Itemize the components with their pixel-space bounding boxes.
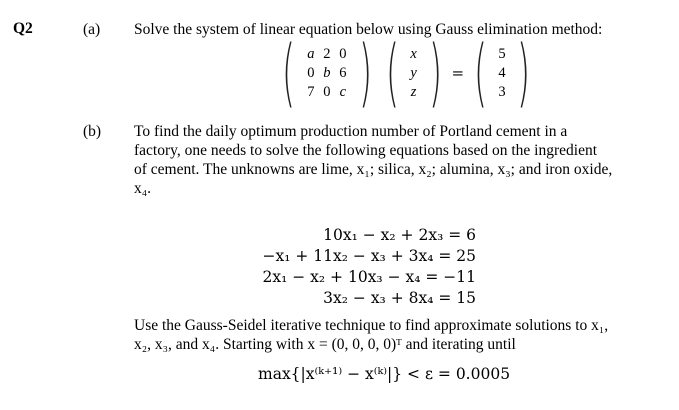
- matrix-cell: b: [323, 64, 331, 81]
- matrix-cell: a: [307, 45, 315, 62]
- method-line: Use the Gauss-Seidel iterative technique to find approximate solutions to x₁,: [134, 317, 609, 334]
- right-paren: ): [516, 30, 530, 116]
- matrix-cell: c: [339, 83, 347, 100]
- right-paren: ): [428, 30, 442, 116]
- rhs-vector: [495, 45, 509, 102]
- paragraph-line: To find the daily optimum production number of Portland cement in a: [134, 123, 568, 140]
- matrix-equation: [274, 30, 538, 116]
- rhs-entry: 4: [498, 64, 506, 81]
- left-paren: (: [281, 30, 295, 116]
- part-b-paragraph: [134, 122, 612, 198]
- stopping-criterion: max{|x⁽ᵏ⁺¹⁾ − x⁽ᵏ⁾|} < ε = 0.0005: [258, 365, 511, 383]
- matrix-cell: 0: [339, 45, 347, 62]
- method-line: x₂, x₃, and x₄. Starting with x = (0, 0, 0, 0)ᵀ and iterating until: [134, 336, 516, 353]
- left-paren: (: [474, 30, 488, 116]
- matrix-cell: 2: [323, 45, 331, 62]
- method-instruction: [134, 316, 608, 354]
- unknown-entry: x: [410, 45, 417, 62]
- unknowns-vector: [407, 45, 421, 102]
- matrix-cell: 0: [323, 83, 331, 100]
- question-number: Q2: [13, 20, 33, 37]
- equation-system: [238, 225, 476, 309]
- unknown-entry: y: [410, 64, 417, 81]
- part-a-instruction: Solve the system of linear equation below using Gauss elimination method:: [134, 21, 603, 38]
- equation-line: 10x₁ − x₂ + 2x₃ = 6: [323, 226, 476, 244]
- paragraph-line: of cement. The unknowns are lime, x₁; silica, x₂; alumina, x₃; and iron oxide,: [134, 161, 613, 178]
- equation-line: 2x₁ − x₂ + 10x₃ − x₄ = −11: [262, 268, 476, 286]
- part-a-label: (a): [83, 21, 101, 38]
- part-b-label: (b): [83, 123, 102, 140]
- right-paren: ): [358, 30, 372, 116]
- rhs-entry: 5: [498, 45, 506, 62]
- equals-sign: =: [451, 64, 465, 82]
- coefficient-matrix: [303, 45, 351, 102]
- paragraph-line: x₄.: [134, 180, 152, 197]
- matrix-cell: 6: [339, 64, 347, 81]
- rhs-entry: 3: [498, 83, 506, 100]
- left-paren: (: [385, 30, 399, 116]
- equation-line: 3x₂ − x₃ + 8x₄ = 15: [323, 289, 476, 307]
- paragraph-line: factory, one needs to solve the following equations based on the ingredient: [134, 142, 598, 159]
- matrix-cell: 7: [307, 83, 315, 100]
- matrix-cell: 0: [307, 64, 315, 81]
- unknown-entry: z: [410, 83, 417, 100]
- equation-line: −x₁ + 11x₂ − x₃ + 3x₄ = 25: [262, 247, 476, 265]
